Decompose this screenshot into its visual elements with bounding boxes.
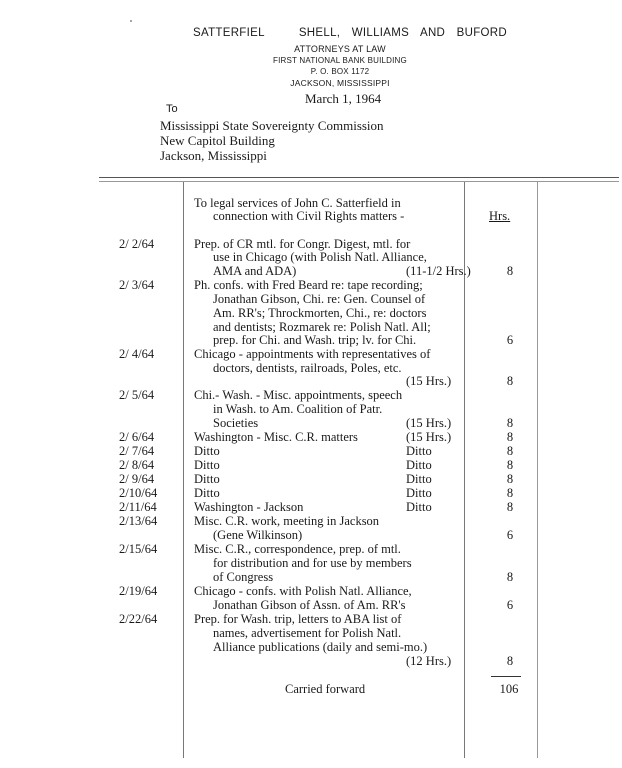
entry-date: 2/ 2/64 [119, 237, 155, 251]
entry-description: Misc. C.R., correspondence, prep. of mtl. [194, 542, 401, 556]
entry-description: for distribution and for use by members [213, 556, 412, 570]
table-top-rule [99, 177, 619, 178]
entry-hours-note: (15 Hrs.) [406, 430, 452, 444]
entry-date: 2/13/64 [119, 514, 158, 528]
to-label: To [166, 103, 178, 115]
letterhead-line-4: JACKSON, MISSISSIPPI [290, 78, 390, 88]
letterhead-line-3: P. O. BOX 1172 [310, 67, 370, 76]
entry-description: Misc. C.R. work, meeting in Jackson [194, 514, 380, 528]
firm-name: SATTERFIEL SHELL, WILLIAMS AND BUFORD [192, 27, 508, 39]
entry-description: Washington - Misc. C.R. matters [194, 430, 358, 444]
intro-line-1: To legal services of John C. Satterfield in [194, 196, 401, 210]
entry-ditto: Ditto [406, 444, 432, 458]
entry-hours: 8 [506, 654, 514, 668]
entry-description: names, advertisement for Polish Natl. [213, 626, 402, 640]
entry-description: doctors, dentists, railroads, Poles, etc. [213, 361, 402, 375]
entry-date: 2/ 7/64 [119, 444, 155, 458]
letter-date: March 1, 1964 [305, 91, 382, 106]
entry-description: Ditto [194, 458, 220, 472]
entry-date: 2/15/64 [119, 542, 158, 556]
entry-description: use in Chicago (with Polish Natl. Alliance, [213, 250, 427, 264]
entry-date: 2/ 5/64 [119, 388, 155, 402]
entry-description: AMA and ADA) [213, 264, 297, 278]
entry-description: Ditto [194, 472, 220, 486]
date-column-divider [183, 182, 184, 758]
entry-hours: 6 [506, 333, 514, 347]
entry-description: Prep. of CR mtl. for Congr. Digest, mtl. for [194, 237, 411, 251]
entry-description: Jonathan Gibson of Assn. of Am. RR's [213, 598, 406, 612]
entry-date: 2/10/64 [119, 486, 158, 500]
entry-description: Prep. for Wash. trip, letters to ABA list of [194, 612, 402, 626]
entry-hours: 8 [506, 458, 514, 472]
entry-ditto: Ditto [406, 486, 432, 500]
entry-description: (Gene Wilkinson) [213, 528, 303, 542]
entry-hours: 6 [506, 528, 514, 542]
carried-forward-label: Carried forward [285, 682, 366, 696]
total-hours: 106 [499, 682, 519, 696]
entry-description: prep. for Chi. and Wash. trip; lv. for Chi. [213, 333, 417, 347]
recipient-line-1: Mississippi State Sovereignty Commission [160, 118, 384, 133]
entry-hours-note: (15 Hrs.) [406, 374, 452, 388]
entry-date: 2/11/64 [119, 500, 157, 514]
entry-hours: 8 [506, 374, 514, 388]
entry-description: Washington - Jackson [194, 500, 304, 514]
letterhead-line-2: FIRST NATIONAL BANK BUILDING [273, 56, 407, 65]
entry-ditto: Ditto [406, 472, 432, 486]
sum-rule [491, 676, 521, 677]
entry-hours: 8 [506, 416, 514, 430]
entry-description: Am. RR's; Throckmorten, Chi., re: doctors [213, 306, 427, 320]
hours-header: Hrs. [489, 209, 511, 223]
entry-description: Jonathan Gibson, Chi. re: Gen. Counsel of [213, 292, 426, 306]
entry-date: 2/ 6/64 [119, 430, 155, 444]
entry-hours: 8 [506, 444, 514, 458]
entry-description: and dentists; Rozmarek re: Polish Natl. All; [213, 320, 431, 334]
entry-date: 2/ 3/64 [119, 278, 155, 292]
entry-description: Societies [213, 416, 259, 430]
entry-date: 2/ 4/64 [119, 347, 155, 361]
entry-date: 2/19/64 [119, 584, 158, 598]
entry-description: in Wash. to Am. Coalition of Patr. [213, 402, 383, 416]
entry-hours: 8 [506, 570, 514, 584]
entry-description: Ditto [194, 486, 220, 500]
entry-hours: 8 [506, 472, 514, 486]
entry-description: Chi.- Wash. - Misc. appointments, speech [194, 388, 403, 402]
entry-ditto: Ditto [406, 458, 432, 472]
entry-description: Chicago - confs. with Polish Natl. Alliance, [194, 584, 412, 598]
recipient-line-2: New Capitol Building [160, 133, 275, 148]
entry-description: Ditto [194, 444, 220, 458]
entry-ditto: Ditto [406, 500, 432, 514]
entry-description: Alliance publications (daily and semi-mo.) [213, 640, 428, 654]
entry-hours-note: (15 Hrs.) [406, 416, 452, 430]
entry-hours: 8 [506, 500, 514, 514]
entry-hours: 8 [506, 430, 514, 444]
entry-hours: 8 [506, 264, 514, 278]
entry-hours-note: (12 Hrs.) [406, 654, 452, 668]
entry-description: of Congress [213, 570, 274, 584]
letterhead-line-1: ATTORNEYS AT LAW [294, 44, 386, 54]
paper-speck [130, 20, 132, 22]
entry-date: 2/ 8/64 [119, 458, 155, 472]
entry-hours-note: (11-1/2 Hrs.) [406, 264, 471, 278]
entry-hours: 8 [506, 486, 514, 500]
entry-description: Ph. confs. with Fred Beard re: tape recording; [194, 278, 423, 292]
right-column-divider [537, 182, 538, 758]
entry-description: Chicago - appointments with representatives of [194, 347, 431, 361]
recipient-line-3: Jackson, Mississippi [160, 148, 267, 163]
entry-date: 2/22/64 [119, 612, 158, 626]
intro-line-2: connection with Civil Rights matters - [213, 209, 405, 223]
table-top-rule-2 [99, 181, 619, 182]
entry-date: 2/ 9/64 [119, 472, 155, 486]
entry-hours: 6 [506, 598, 514, 612]
